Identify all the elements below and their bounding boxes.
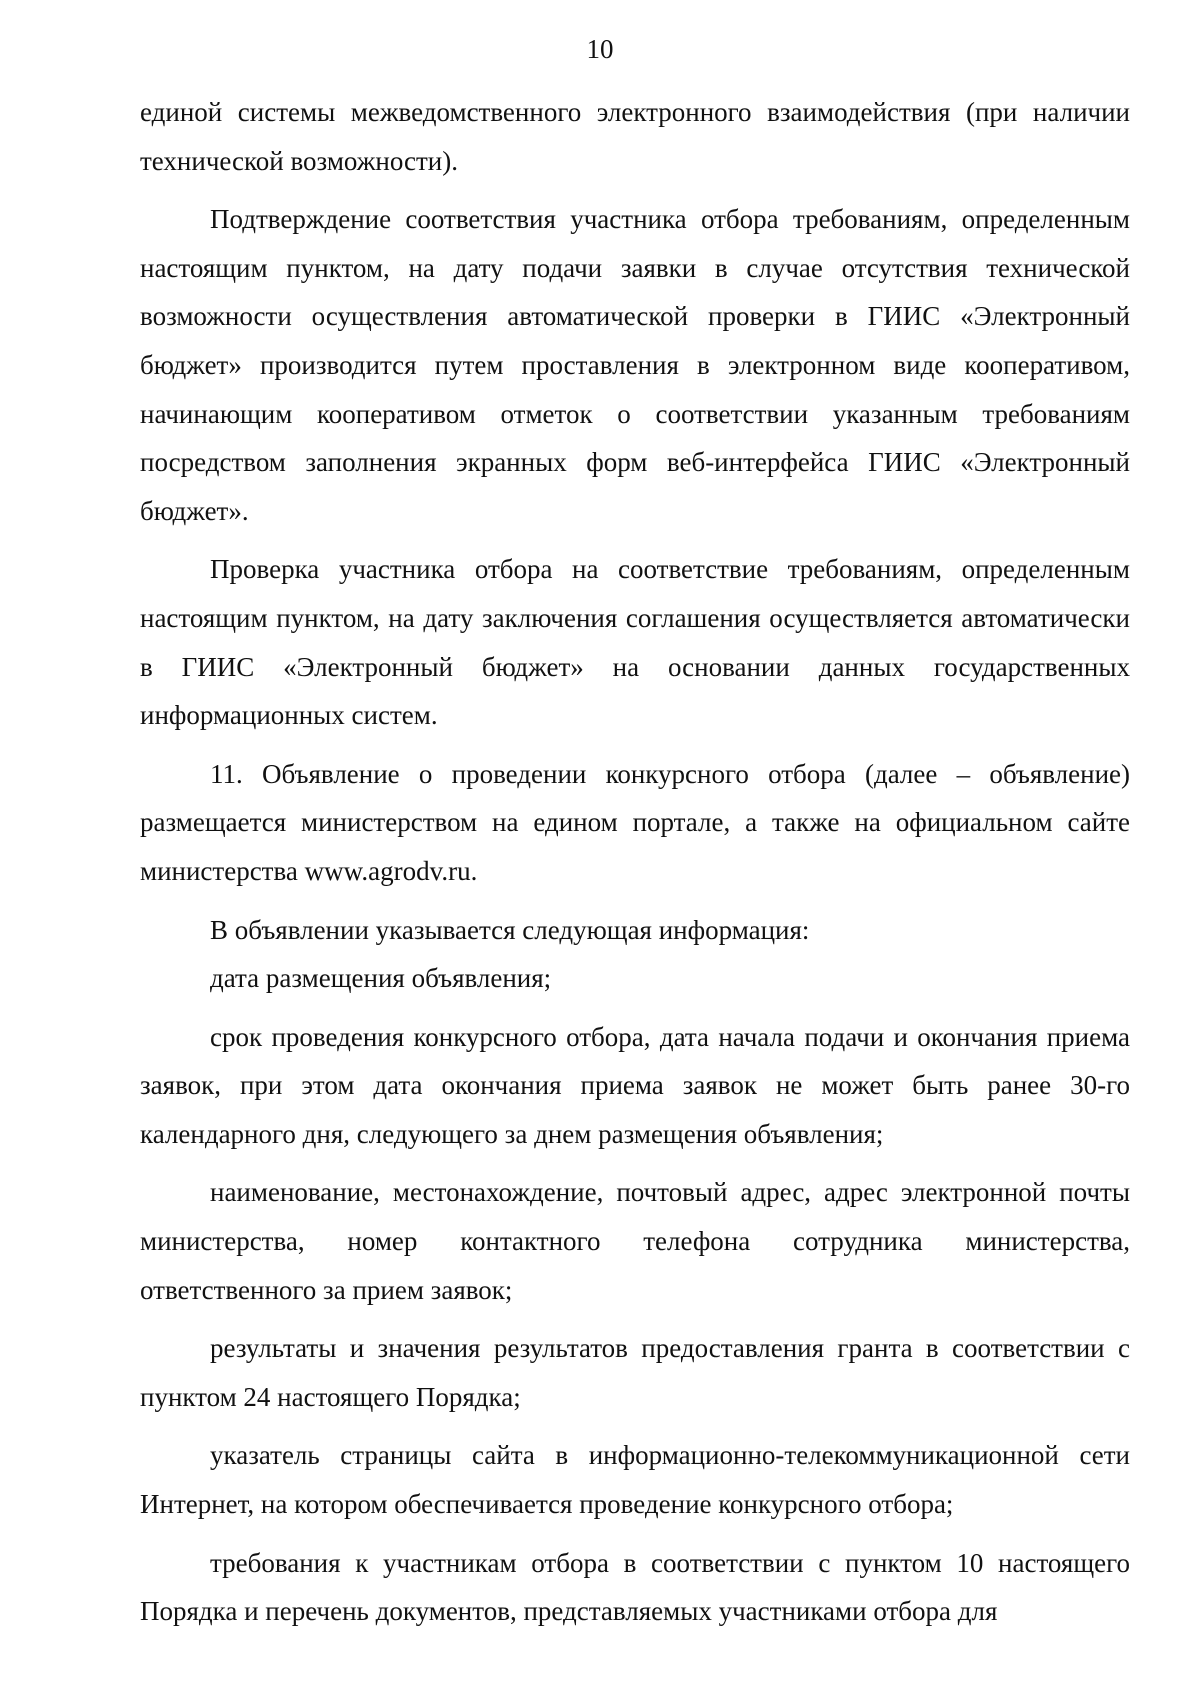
list-item-placement-date: дата размещения объявления; bbox=[210, 963, 552, 994]
list-item-grant-results: результаты и значения результатов предоставления гранта в соответствии с пунктом 24 настоящего Порядка; bbox=[140, 1333, 1130, 1412]
document-body bbox=[140, 88, 1130, 1636]
list-item-participant-requirements: требования к участникам отбора в соответствии с пунктом 10 настоящего Порядка и перечень документов, представляемых участниками отбора для bbox=[140, 1547, 1130, 1627]
page-number: 10 bbox=[586, 34, 614, 64]
list-item-selection-period: срок проведения конкурсного отбора, дата начала подачи и окончания приема заявок, при этом дата окончания приема заявок не может быть ранее 30-го календарного дня, следующего за днем размещения объявления; bbox=[140, 1021, 1130, 1149]
paragraph-continuation: единой системы межведомственного электронного взаимодействия (при наличии технической возможности). bbox=[140, 97, 1130, 176]
paragraph-confirmation: Подтверждение соответствия участника отбора требованиям, определенным настоящим пунктом, на дату подачи заявки в случае отсутствия технической возможности осуществления автоматической проверки в ГИИС «Электронный бюджет» производится путем проставления в электронном виде кооперативом, начинающим кооперативом отметок о соответствии указанным требованиям посредством заполнения экранных форм веб-интерфейса ГИИС «Электронный бюджет». bbox=[140, 204, 1130, 526]
list-item-site-pointer: указатель страницы сайта в информационно-телекоммуникационной сети Интернет, на котором обеспечивается проведение конкурсного отбора; bbox=[140, 1440, 1130, 1520]
paragraph-announcement-info: В объявлении указывается следующая информация: bbox=[210, 914, 810, 945]
list-item-ministry-contacts: наименование, местонахождение, почтовый адрес, адрес электронной почты министерства, номер контактного телефона сотрудника министерства, ответственного за прием заявок; bbox=[140, 1177, 1130, 1305]
paragraph-item-11: 11. Объявление о проведении конкурсного отбора (далее – объявление) размещается министерством на едином портале, а также на официальном сайте министерства www.agrodv.ru. bbox=[140, 758, 1130, 886]
paragraph-verification: Проверка участника отбора на соответствие требованиям, определенным настоящим пунктом, на дату заключения соглашения осуществляется автоматически в ГИИС «Электронный бюджет» на основании данных государственных информационных систем. bbox=[140, 554, 1130, 731]
